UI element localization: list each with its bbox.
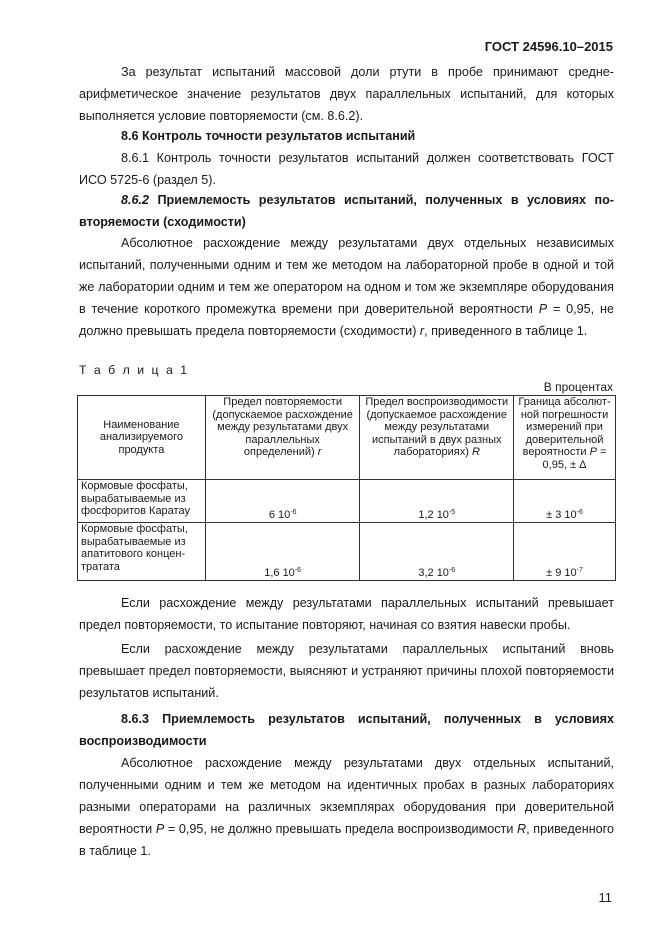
exponent: -7 [576,566,583,574]
header-reproducibility [360,396,514,480]
paragraph-8-6-1: 8.6.1 Контроль точности результатов испытаний должен соответствовать ГОСТ ИСО 5725-6 (раздел 5). [79,151,614,187]
symbol-p: P [155,822,165,836]
paragraph-8-6-3 [79,752,614,862]
table-caption: Т а б л и ц а 1 [79,363,190,377]
text-segment: Предел воспроизводимости (допускаемое расхождение между результатами испытаний в двух разных лабораториях) [365,396,509,458]
product-name: Кормовые фосфаты, вырабатываемые из фосфоритов Каратау [78,480,206,523]
symbol-R: R [471,446,480,458]
section-8-6-3-heading: 8.6.3 Приемлемость результатов испытаний, полученных в условиях воспроизводимости [79,712,614,748]
text-segment: = 0,95, не должно превышать предела воспроизводимости [164,822,518,836]
text-segment: , приведенного в таблице 1. [424,324,588,338]
mantissa: 1,6 10 [264,566,295,579]
text-segment: = 0,95, ± Δ [542,446,607,471]
text-segment: Предел повторяемости (допускаемое расхождение между результатами двух параллельных определений) [212,396,353,458]
symbol-r: r [317,446,322,458]
text-segment: = 0,95, не должно превышать предела повторяемости (сходимости) [79,302,614,338]
exponent: -5 [448,508,456,516]
reproducibility-value [360,480,514,523]
precision-table [77,395,616,581]
mantissa: ± 9 10 [546,566,577,579]
table-units: В процентах [543,380,613,394]
page-number: 11 [598,890,612,905]
document-header: ГОСТ 24596.10–2015 [484,39,613,54]
paragraph-poor-repeatability: Если расхождение между результатами параллельных испытаний вновь превышает предел повторяемости, выясняют и устраняют причины плохой повторяемости результатов испытаний. [79,642,614,700]
exponent: -6 [576,508,583,516]
exponent: -6 [290,508,297,516]
mantissa: 6 10 [268,508,291,521]
table-header-row [78,396,616,480]
section-8-6-2-heading [79,189,614,233]
section-8-6-2-number: 8.6.2 [121,193,150,207]
text-segment: Абсолютное расхождение между результатами двух отдельных испытаний, полученными одним и тем же методом на идентичных пробах в разных лабораториях разными операторами на различных экземплярах оборудования при доверительной вероятности [79,756,614,836]
paragraph-result: За результат испытаний массовой доли ртути в пробе принимают среднеарифметическое значение результатов двух параллельных испытаний, для которых выполняется условие повторяемости (см. 8.6.2). [79,65,614,123]
error-bound-value [514,523,616,581]
symbol-r: r [419,324,425,338]
header-product: Наименование анализируемого продукта [78,396,206,480]
paragraph-repeat-test: Если расхождение между результатами параллельных испытаний превышает предел повторяемости, то испытание повторяют, начиная со взятия навески пробы. [79,596,614,632]
symbol-p: P [589,446,597,458]
mantissa: 1,2 10 [418,508,449,521]
repeatability-value [205,523,360,581]
exponent: -6 [448,566,456,574]
text-segment: Граница абсолютной погрешности измерений при доверительной вероятности [518,396,611,458]
reproducibility-value [360,523,514,581]
table-row [78,480,616,523]
repeatability-value [205,480,360,523]
header-error-bound [514,396,616,480]
text-segment: Абсолютное расхождение между результатами двух отдельных независимых испытаний, полученными одним и тем же методом на лабораторной пробе в одной и той же лаборатории одним и тем же оператором на одном и том же экземпляре оборудования в течение короткого промежутка времени при доверительной вероятности [79,236,614,316]
mantissa: ± 3 10 [546,508,577,521]
table-row [78,523,616,581]
paragraph-8-6-2 [79,232,614,342]
symbol-R: R [517,822,527,836]
error-bound-value [514,480,616,523]
mantissa: 3,2 10 [418,566,449,579]
section-8-6-heading: 8.6 Контроль точности результатов испытаний [121,129,416,143]
text-segment: , приведенного в таблице 1. [79,822,614,858]
exponent: -6 [294,566,302,574]
product-name: Кормовые фосфаты, вырабатываемые из апатитового концентратата [78,523,206,581]
section-8-6-2-title: Приемлемость результатов испытаний, полученных в условиях повторяемости (сходимости) [79,193,614,229]
symbol-p: P [538,302,548,316]
header-repeatability [205,396,360,480]
